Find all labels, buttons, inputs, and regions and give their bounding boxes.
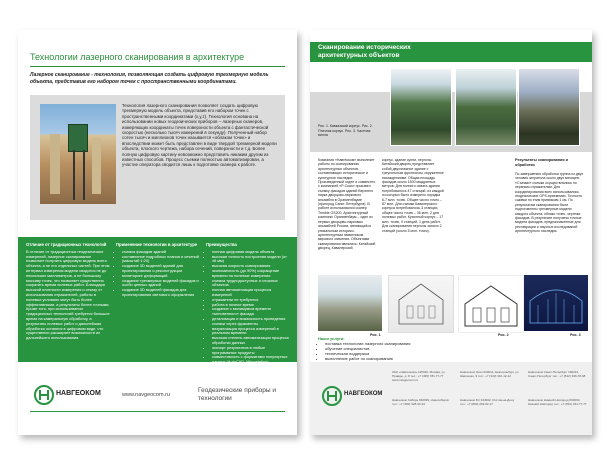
list-item: • отражатели не требуются [212,298,290,303]
pointcloud-image [524,275,588,331]
list-item: • создание 3D моделей фасадов для проектирования светового оформления [122,288,200,298]
office-address: Навгеоком Юг 344002, Ростов-на-Дону тел.: +7 (863) 203-62-17 [460,398,515,406]
column-heading: Применение технологии в архитектуре [116,242,198,247]
tripod-icon [73,150,85,200]
list-item: • полная автоматизация процесса измерений [212,288,290,298]
brochure-page-left [18,30,297,435]
office-address: Навгеоком Нижний Новгород 603000, Нижний Новгород тел.: +7 (831) 461-77-77 [528,398,587,406]
building-outline-icon [459,276,523,332]
building-photo [455,68,517,146]
list-item: • экономичность (до 90%) сокращение времени на полевые измерения [212,269,290,279]
list-item: • составление подробных планов и сечений (масштаб 1:20) [122,255,200,265]
list-item: • техническая поддержка [325,351,478,356]
logo-wordmark: НАВГЕОКОМ [56,390,101,397]
navgeocom-logo-icon [34,385,54,405]
pointcloud-image [458,275,524,333]
column-heading: Преимущества [206,242,237,247]
column-shape [50,134,60,194]
list-item: • полная цифровая модель объекта [212,250,290,255]
list-item: • высокая степень автоматизации процесса обработки данных [212,336,290,346]
pointcloud-image [318,275,382,331]
results-text: По завершению обработки группа из двух человек затратила около двух месяцев. «Съемки» съемки осуществлялись по нервным отражателям. Для координирования всех использовались геодезические GPS-приемники. Точность сшивки по этим привязкам 1 см. По результатам сканирования были подготовлены трехмерные модели каждого объекта, облако точек, чертежи фасадов. В результате получены точные модели фасадов, предназначенные для реставрации и научных исследований архитектурного наследия. [515,172,584,234]
list-item: • высокая скорость сканирования [212,264,290,269]
tagline: Геодезические приборы и технологии [198,387,277,402]
brochure-page-right [310,30,592,435]
list-item: • съемка фасадов зданий [122,250,200,255]
list-item: • создание трехмерных моделей фасадов и особо ценных зданий [122,279,200,289]
page-title: Технологии лазерного сканирования в архитектуре [30,52,245,62]
page-title: Сканирование исторических архитектурных объектов [318,44,411,59]
list-item: • поставка технологии лазерного сканирования [325,341,478,346]
list-item: • высокая точность построения модели (от ±6 мм) [212,255,290,265]
body-text: корпус, здание кухни, пергола. Китайский дворец представляет собой двухэтажное здание с треугольным фронтоном, окруженное насаждениями. Общая площадь фасадов около 1500 квадратных метров. Для полного охвата здания потребовалось 47 станций, из каждой из которых было измерено порядка 6-7 млн. точек. Общее число точек – 87 млн. Для съемки Кавалерского корпуса потребовалось 3 станции, общее число точек – 36 млн. 2 дня полевых работ. Кухонный корпус – 17 млн. точек, 9 станций, 1 день работ. Для сканирования перголы заняло 2 станций (около 5 млн. точек). [382,158,444,233]
laser-scanner-icon [68,124,88,152]
column-applications [116,243,200,298]
list-item: • обучение специалистов [325,346,478,351]
office-address: ЗАО «Навгеоком» 125040, Москва, ул. Правды, д. 8 тел.: +7 (495) 781-77-77 www.navgeocom.ru [392,370,446,382]
website-url[interactable]: www.navgeocom.ru [122,392,170,398]
building-photo [518,68,580,146]
column-differences [26,243,110,341]
column-text: В отличие от традиционных геодезических измерений, лазерное сканирование позволяет получить цифровую модель всего объекта, а не его отдельных частей. При этом интервал измерения модели сводится не до нескольких миллиметров, а не большому массиву точек, что позволяет существенно сократить время полевых работ. Благодаря высокой плотности измерения и отказу от использования отражателей, работы в полевых условиях могут быть более эффективными, а результаты более точными. Кроме того, при использовании традиционных технологий требуется большое время на камеральную обработку, а результаты полевых работ и дальнейшая обработка остаются в цифровом виде, что существенно расширяет возможности их дальнейшего использования. [26,248,110,341]
figure-caption: Рис. 1 [370,333,381,337]
footer [310,362,592,435]
list-item: • создание с минимумом времени «мгновенного» фасада [212,307,290,317]
list-item: • работа в ночное время [212,303,290,308]
photo-captions: Рис. 1. Кавказский корпус. Рис. 2. Птичник корпус. Рис. 3. Частная вилла [318,124,373,137]
footer [30,375,285,425]
column-heading: Отличие от традиционных технологий [26,242,107,247]
navgeocom-logo-icon [322,386,342,406]
info-band [18,237,297,365]
office-address: Навгеоком Урал 620014, Екатеринбург, ул. Шевченко, 9 тел.: +7 (343) 310-12-12 [460,370,520,378]
figure-caption: Рис. 2 [498,333,509,337]
logo-wordmark: НАВГЕОКОМ [344,391,383,397]
body-text: Технология лазерного сканирования позволяет создать цифровую трехмерную модель объекта, представив его набором точек с пространственными координатами (x,y,z). Технология основана на использовании новых геодезических приборов – лазерных сканеров, измеряющих координаты точек поверхности объекта с фантастической скоростью (несколько тысяч измерений в секунду). Полученный набор сотен тысяч и миллионов точек называется «облаком точек» и впоследствии может быть представлен в виде твердой трехмерной модели объекта, плоского чертежа, набора сечений, поверхности и т.д. Более полную цифровую картину невозможно представить никаким другим из известных способов. Процесс съемки полностью автоматизирован, а участие оператора сводится лишь к подготовке сканера к работе. [122,103,277,168]
column-shape [92,138,101,194]
list-item: • создание 3D моделей зданий для проектирования и реконструкции [122,264,200,274]
list-item: • совместимость с форматами популярных данных (AutoCAD, Microstation) [212,355,290,365]
list-item: • визуализация процесса измерений в реальном времени [212,327,290,337]
results-heading: Результаты сканирования и обработки [515,158,568,167]
office-address: Навгеоком Сибирь 630099, Новосибирск тел.: +7 (383) 328-34-34 [392,398,449,406]
scanner-photo [40,104,116,204]
list-item: • детализация и возможность проведения съемки через фрагменты [212,317,290,327]
footer-divider [30,411,285,412]
intro-paragraph: Лазерное сканирование - технология, позволяющая создать цифровую трехмерную модель объекта, представив его набором точек с пространственными координатами. [30,72,269,85]
office-address: Навгеоком Санкт-Петербург 190013, Санкт-Петербург тел.: +7 (812) 336-78-68 [528,370,586,378]
list-item: • мониторинг деформаций [122,274,200,279]
building-photo [390,68,452,146]
services-list [318,336,478,361]
services-heading: Наши услуги: [318,336,345,341]
building-wireframe-icon [524,275,588,331]
building-outline-icon [389,276,453,332]
list-item: • выполнение работ по сканированию [325,356,478,361]
list-item: • съемка труднодоступных и сложных объектов [212,279,290,289]
title-divider [30,66,285,67]
figure-caption: Рис. 3 [570,333,581,337]
body-text: Компания «Навгеоком» выполняет работы по сканированию архитектурных объектов, составляющих историческое и культурное наследие. Произведенный отдел и совместно с компанией «Р-Скан» произвел съемку фасадов зданий Верхнего парка дворцово-паркового ансамбля в Ораниенбауме (пригород Санкт-Петербурга). В работе использовался сканер Trimble GS200. Архитектурный комплекс Ораниенбаум – один из первых дворцово-парковых ансамблей России, являющийся уникальным историко-архитектурным памятником мирового значения. Объектами сканирования являлись: Китайский дворец, Кавалерский [318,158,376,251]
column-advantages [206,243,290,365]
pointcloud-image [388,275,454,333]
list-item: • экспорт результатов в любые программные продукты [212,346,290,356]
